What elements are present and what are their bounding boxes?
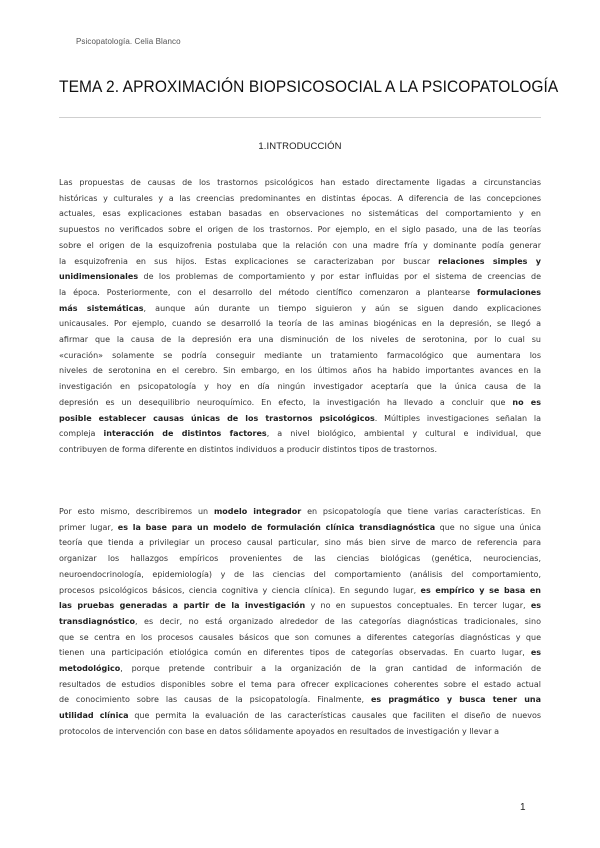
- bold-text: formulaciones: [477, 287, 541, 297]
- text-line: [59, 583, 541, 599]
- text-segment: , es decir, no está organizado alrededor de las categorías diagnósticas tradicionales, sino: [134, 616, 541, 626]
- paragraph-1: [59, 175, 541, 458]
- text-segment: , aunque aún durante un tiempo siguieron y aún se siguen dando explicaciones: [143, 303, 541, 313]
- text-line: [59, 191, 541, 207]
- text-line: [59, 238, 541, 254]
- text-segment: investigación en psicopatología y hoy en día ningún investigador aceptaría que la única causa de la: [59, 382, 541, 392]
- text-line: [59, 175, 541, 191]
- text-segment: niveles de serotonina en el cerebro. Sin embargo, en los últimos años ha habido importantes avances en la: [59, 366, 541, 376]
- text-line: [59, 614, 541, 630]
- bold-text: es empírico y se basa en: [420, 585, 541, 595]
- text-segment: contribuyen de forma diferente en distintos individuos a producir distintos tipos de trastornos.: [59, 444, 438, 454]
- text-segment: depresión es un desequilibrio neuroquímico. En efecto, la investigación ha llevado a concluir que: [59, 397, 513, 407]
- text-line: [59, 348, 541, 364]
- text-segment: , a nivel biológico, ambiental y cultural e individual, que: [266, 429, 541, 439]
- text-line: [59, 504, 541, 520]
- page-title: TEMA 2. APROXIMACIÓN BIOPSICOSOCIAL A LA PSICOPATOLOGÍA: [59, 78, 559, 96]
- text-segment: y no en supuestos conceptuales. En tercer lugar,: [305, 601, 531, 611]
- text-segment: que permita la evaluación de las características causales que faciliten el diseño de nuevos: [128, 711, 541, 721]
- bold-text: es: [530, 648, 541, 658]
- bold-text: las pruebas generadas a partir de la investigación: [59, 601, 306, 611]
- text-segment: la época. Posteriormente, con el desarrollo del método científico comenzaron a plantearse: [59, 287, 478, 297]
- text-segment: , porque pretende contribuir a la organización de la gran cantidad de información de: [120, 664, 541, 674]
- bold-text: metodológico: [59, 664, 121, 674]
- bold-text: es la base para un modelo de formulación clínica transdiagnóstica: [117, 522, 436, 532]
- text-line: [59, 316, 541, 332]
- text-line: [59, 411, 541, 427]
- bold-text: transdiagnóstico: [59, 616, 135, 626]
- bold-text: no es: [512, 397, 541, 407]
- text-segment: «curación» solamente se podría conseguir mediante un tratamiento farmacológico que aumentara los: [59, 350, 541, 360]
- text-segment: que se centra en los procesos causales básicos que son comunes a diferentes categorías diagnósticas y que: [59, 632, 541, 642]
- text-segment: tienen una participación etiológica común en diferentes tipos de categorías observadas. En cuarto lugar,: [59, 648, 531, 658]
- text-line: [59, 535, 541, 551]
- text-line: [59, 708, 541, 724]
- text-segment: compleja: [59, 429, 104, 439]
- text-line: [59, 661, 541, 677]
- text-segment: de los problemas de comportamiento y por estar influidas por el sistema de creencias de: [138, 272, 541, 282]
- text-segment: actuales, esas explicaciones estaban basadas en observaciones no sistemáticas del comportamiento y en: [59, 209, 541, 219]
- bold-text: más sistemáticas: [59, 303, 144, 313]
- text-line: [59, 677, 541, 693]
- bold-text: unidimensionales: [59, 272, 139, 282]
- bold-text: relaciones simples y: [438, 256, 541, 266]
- section-heading: 1.INTRODUCCIÓN: [258, 141, 342, 152]
- text-segment: neuroendocrinología, epidemiología) y de las ciencias del comportamiento (análisis del comportamiento,: [59, 569, 541, 579]
- text-line: [59, 379, 541, 395]
- text-line: [59, 567, 541, 583]
- bold-text: utilidad clínica: [59, 711, 129, 721]
- text-line: [59, 598, 541, 614]
- text-line: [59, 395, 541, 411]
- text-line: [59, 692, 541, 708]
- text-segment: procesos psicológicos básicos, ciencia cognitiva y ciencia clínica). En segundo lugar,: [59, 585, 421, 595]
- text-line: [59, 520, 541, 536]
- bold-text: es pragmático y busca tener una: [370, 695, 541, 705]
- text-line: [59, 630, 541, 646]
- text-segment: Las propuestas de causas de los trastornos psicológicos han estado directamente ligadas a circunstancias: [59, 178, 541, 187]
- text-segment: sobre el origen de la esquizofrenia postulaba que la relación con una madre fría y dominante podía generar: [59, 240, 541, 250]
- text-segment: primer lugar,: [59, 522, 118, 532]
- text-segment: en psicopatología que tiene varias características. En: [301, 507, 541, 516]
- text-segment: que no sigue una única: [435, 522, 541, 532]
- text-line: [59, 222, 541, 238]
- text-segment: unicausales. Por ejemplo, cuando se desarrolló la teoría de las aminas biogénicas en la depresión, se llegó a: [59, 319, 541, 329]
- text-segment: históricas y culturales y a las creencias predominantes en distintas épocas. A diferencia de las concepciones: [59, 193, 541, 203]
- text-segment: afirmar que la causa de la depresión era una disminución de los niveles de serotonina, por lo cual su: [59, 335, 541, 345]
- text-line: [59, 332, 541, 348]
- bold-text: modelo integrador: [213, 507, 302, 516]
- text-segment: protocolos de intervención con base en datos sólidamente apoyados en resultados de investigación y llevar a: [59, 726, 500, 736]
- bold-text: es: [530, 601, 541, 611]
- text-segment: teoría que tienda a privilegiar un proceso causal particular, sino más bien sirve de marco de referencia para: [59, 538, 541, 548]
- page-number: 1: [520, 802, 526, 813]
- header-author: Psicopatología. Celia Blanco: [76, 37, 181, 46]
- text-segment: supuestos no verificados sobre el origen de los trastornos. Por ejemplo, en el siglo pasado, una de las teorías: [59, 225, 541, 235]
- text-line: [59, 645, 541, 661]
- text-line: [59, 301, 541, 317]
- text-segment: resultados de estudios disponibles sobre el tema para ofrecer explicaciones coherentes sobre el estado actual: [59, 679, 541, 689]
- text-line: [59, 363, 541, 379]
- bold-text: posible establecer causas únicas de los trastornos psicológicos: [59, 413, 375, 423]
- title-divider: [59, 117, 541, 118]
- text-segment: de conocimiento sobre las causas de la psicopatología. Finalmente,: [59, 695, 371, 705]
- text-segment: Por esto mismo, describiremos un: [59, 507, 214, 516]
- text-line: [59, 269, 541, 285]
- paragraph-2: [59, 504, 541, 740]
- text-line: [59, 442, 541, 458]
- text-line: [59, 551, 541, 567]
- bold-text: interacción de distintos factores: [103, 429, 267, 439]
- text-line: [59, 206, 541, 222]
- text-line: [59, 254, 541, 270]
- text-segment: . Múltiples investigaciones señalan la: [374, 413, 541, 423]
- text-line: [59, 426, 541, 442]
- text-line: [59, 724, 541, 740]
- text-segment: la esquizofrenia en sus hijos. Estas explicaciones se caracterizaban por buscar: [59, 256, 439, 266]
- text-line: [59, 285, 541, 301]
- text-segment: organizar los hallazgos empíricos provenientes de las ciencias biológicas (genética, neurociencias,: [59, 554, 541, 564]
